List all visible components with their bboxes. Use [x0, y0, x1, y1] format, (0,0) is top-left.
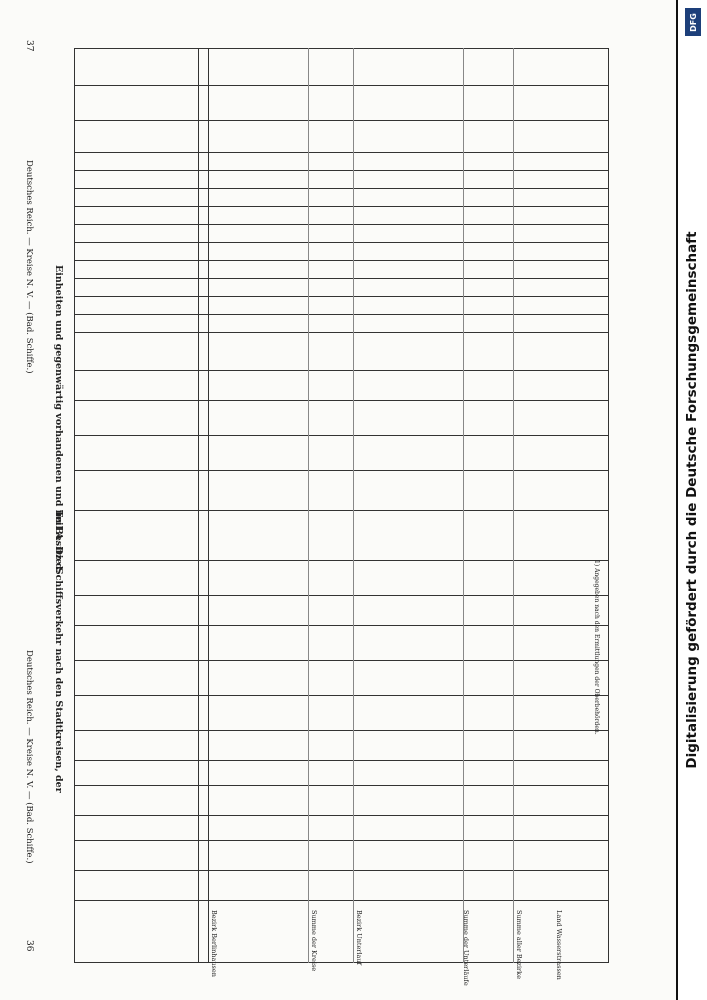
column-divider: [74, 370, 608, 371]
column-divider: [74, 296, 608, 297]
header-separator: [198, 48, 199, 963]
column-divider: [74, 760, 608, 761]
column-divider: [74, 900, 608, 901]
column-divider: [74, 85, 608, 86]
column-divider: [74, 188, 608, 189]
column-divider: [74, 260, 608, 261]
column-divider: [74, 870, 608, 871]
banner-text: Digitalisierung gefördert durch die Deutsche Forschungsgemeinschaft: [684, 231, 700, 769]
table-title-left: Teil A. Die Schiffsverkehr nach den Stadtkreisen, der: [53, 510, 64, 793]
table-border-right: [74, 48, 608, 49]
column-divider: [74, 120, 608, 121]
right-running-head: Deutsches Reich. — Kreise N. V. — (Bad. Schiffe.): [24, 160, 34, 374]
column-divider: [74, 152, 608, 153]
column-divider: [74, 560, 608, 561]
column-number-row: [208, 48, 209, 963]
column-divider: [74, 242, 608, 243]
row-group-separator: [513, 48, 514, 963]
row-label: Summe der Kreise: [310, 910, 318, 972]
rotated-table: [8, 40, 668, 986]
dfg-logo: DFG: [685, 8, 701, 36]
column-divider: [74, 314, 608, 315]
column-divider: [74, 206, 608, 207]
column-divider: [74, 278, 608, 279]
row-label: Bezirk Unterlauf: [355, 910, 363, 966]
column-divider: [74, 730, 608, 731]
column-divider: [74, 470, 608, 471]
row-label: Bezirk Berlinhausen: [210, 910, 218, 977]
column-divider: [74, 595, 608, 596]
column-divider: [74, 224, 608, 225]
column-divider: [74, 785, 608, 786]
left-page-number: 36: [24, 940, 34, 952]
column-divider: [74, 815, 608, 816]
right-page-number: 37: [24, 40, 34, 52]
banner-divider: [676, 0, 678, 1000]
row-group-separator: [353, 48, 354, 963]
column-divider: [74, 400, 608, 401]
column-divider: [74, 435, 608, 436]
row-label: Summe der Unterläufe: [462, 910, 470, 986]
column-divider: [74, 625, 608, 626]
table-border-left: [74, 962, 608, 963]
row-group-separator: [463, 48, 464, 963]
column-divider: [74, 695, 608, 696]
row-group-separator: [308, 48, 309, 963]
column-divider: [74, 170, 608, 171]
column-divider: [74, 332, 608, 333]
table-border-bottom: [608, 48, 609, 963]
column-divider: [74, 510, 608, 511]
column-divider: [74, 660, 608, 661]
footnote: 1) Angegeben nach den Ermittlungen der Oberbehörden.: [593, 560, 600, 735]
left-running-head: Deutsches Reich. — Kreise N. V. — (Bad. Schiffe.): [24, 650, 34, 864]
row-label: Land Wasserstrassen: [555, 910, 563, 980]
row-label: Summe aller Bezirke: [515, 910, 523, 979]
table-title-right: Einheiten und gegenwärtig vorhandenen und im Besitz d.: [53, 265, 64, 573]
table-border-top: [74, 48, 75, 963]
column-divider: [74, 840, 608, 841]
